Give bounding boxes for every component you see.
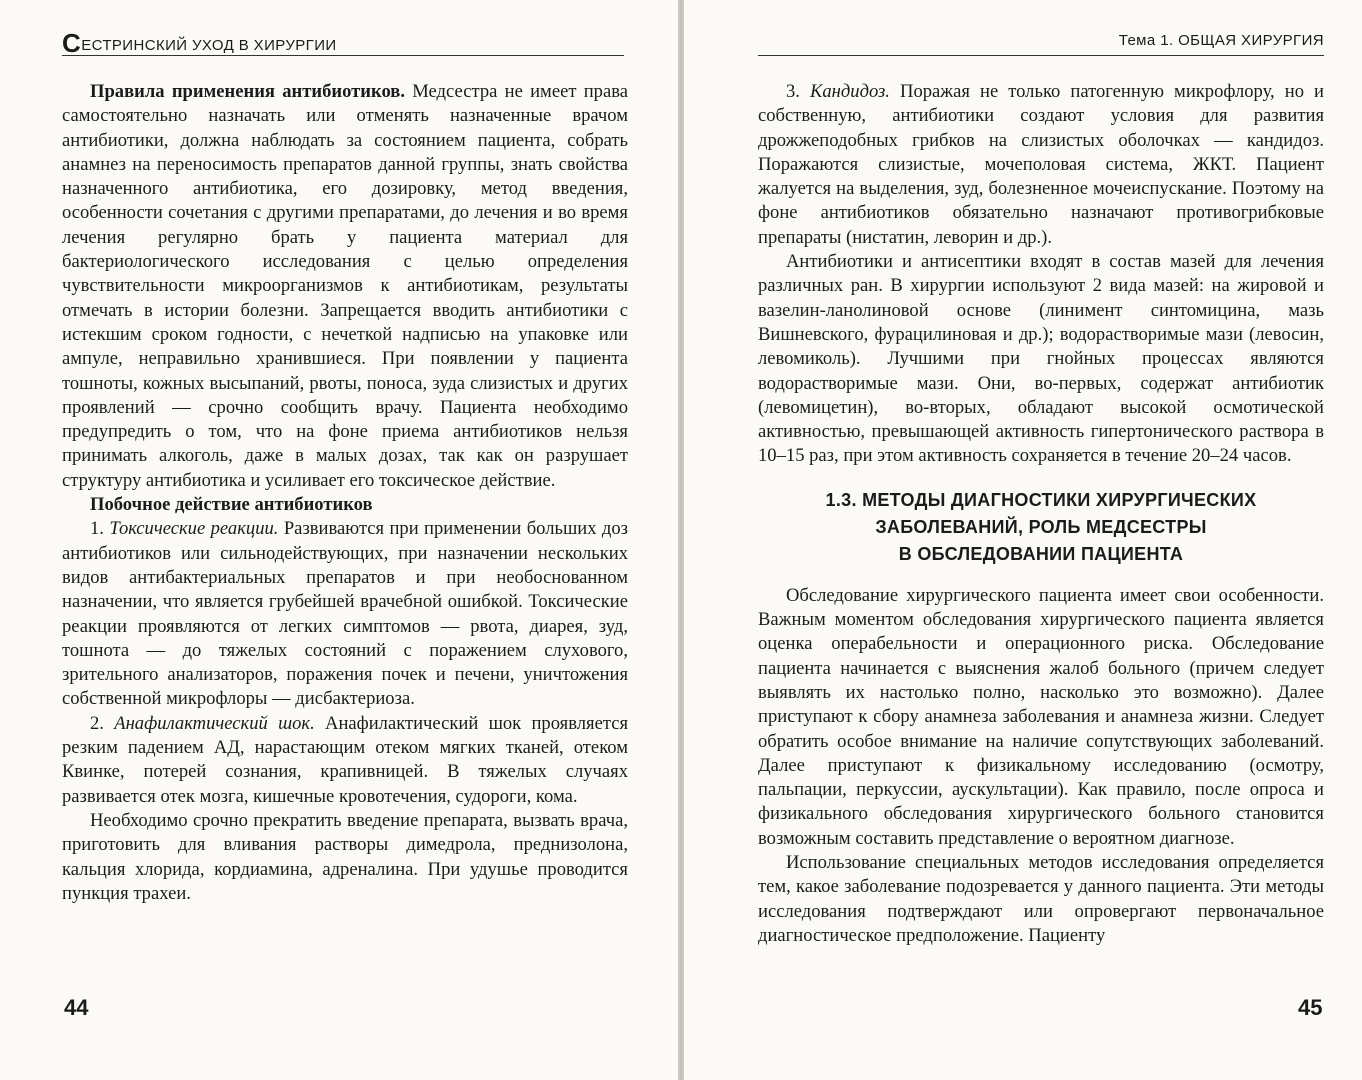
running-header-right xyxy=(758,28,1324,56)
item-number: 2. xyxy=(90,712,104,734)
ointments-paragraph: Антибиотики и антисептики входят в состав мазей для лечения различных ран. В хирургии используют 2 вида мазей: на жировой и вазелин-ланолиновой основе (линимент синтомицина, мазь Вишневского, фурацилиновая и др.); водорастворимые мази (левосин, левомиколь). Лучшими при гнойных процессах являются водорастворимые мази. Они, во-первых, содержат антибиотик (левомицетин), во-вторых, обладают высокой осмотической активностью, превышающей активность гипертонического раствора в 10–15 раз, при этом активность сохраняется в течение 20–24 часов. xyxy=(758,251,1324,467)
left-body-text xyxy=(62,80,628,906)
item-number: 3. xyxy=(786,81,800,102)
rules-paragraph xyxy=(62,80,628,493)
header-initial: С xyxy=(62,28,82,58)
section-heading-line: В ОБСЛЕДОВАНИИ ПАЦИЕНТА xyxy=(898,543,1184,564)
item-title: Анафилактический шок. xyxy=(114,712,315,734)
right-body-text xyxy=(758,80,1324,948)
left-page xyxy=(0,0,678,1080)
section-heading-line: 1.3. МЕТОДЫ ДИАГНОСТИКИ ХИРУРГИЧЕСКИХ xyxy=(825,489,1257,510)
header-topic: Тема 1. ОБЩАЯ ХИРУРГИЯ xyxy=(1118,32,1324,49)
section-heading xyxy=(758,487,1324,568)
item-title: Кандидоз. xyxy=(810,81,890,102)
item-title: Токсические реакции. xyxy=(109,518,279,540)
item-text: Анафилактический шок проявляется резким падением АД, нарастающим отеком мягких тканей, отеком Квинке, потерей сознания, крапивницей. В тяжелых случаях развивается отек мозга, кишечные кровотечения, судороги, кома. xyxy=(62,712,628,807)
right-page xyxy=(684,0,1362,1080)
exam-paragraph: Обследование хирургического пациента имеет свои особенности. Важным моментом обследования хирургического пациента является оценка операбельности и операционного риска. Обследование пациента начинается с выяснения жалоб больного (причем следует выявлять их настолько полно, насколько это возможно). Далее приступают к сбору анамнеза заболевания и анамнеза жизни. Следует обратить особое внимание на наличие сопутствующих заболеваний. Далее приступают к физикальному исследованию (осмотру, пальпации, перкуссии, аускультации). Как правило, после опроса и физикального обследования хирургического больного становится возможным составить представление о вероятном диагнозе. xyxy=(758,584,1324,849)
list-item-toxic xyxy=(62,517,628,711)
page-number-left: 44 xyxy=(64,995,89,1020)
rules-text: Медсестра не имеет права самостоятельно назначать или отменять назначенные врачом антибиотики, должна наблюдать за состоянием пациента, собрать анамнез на переносимость препаратов данной группы, знать свойства назначенного антибиотика, его дозировку, метод введения, особенности сочетания с другими препаратами, до лечения и во время лечения регулярно брать у пациента материал для бактериологического исследования с целью определения чувствительности микроорганизмов к антибиотикам, результаты отмечать в истории болезни. Запрещается вводить антибиотики с истекшим сроком годности, с нечеткой надписью на упаковке или ампуле, неправильно хранившиеся. При появлении у пациента тошноты, кожных высыпаний, рвоты, поноса, зуда слизистых и других проявлений — срочно сообщить врачу. Пациента необходимо предупредить о том, что на фоне приема антибиотиков нельзя принимать алкоголь, даже в малых дозах, так как он разрушает структуру антибиотика и усиливает его токсическое действие. xyxy=(62,81,628,491)
section-heading-line: ЗАБОЛЕВАНИЙ, РОЛЬ МЕДСЕСТРЫ xyxy=(875,516,1207,537)
list-item-candidiasis xyxy=(758,80,1324,250)
page-number-right: 45 xyxy=(1298,995,1323,1020)
emergency-paragraph: Необходимо срочно прекратить введение препарата, вызвать врача, приготовить для вливания растворы димедрола, преднизолона, кальция хлорида, кордиамина, адреналина. При удушье проводится пункция трахеи. xyxy=(62,809,628,904)
rules-title: Правила применения антибиотиков. xyxy=(90,81,405,102)
list-item-anaphylaxis xyxy=(62,712,628,809)
side-effects-heading: Побочное действие антибиотиков xyxy=(90,494,373,516)
item-text: Поражая не только патогенную микрофлору, но и собственную, антибиотики создают условия для развития дрожжеподобных грибков на слизистых оболочках — кандидоз. Поражаются слизистые, мочеполовая система, ЖКТ. Пациент жалуется на выделения, зуд, болезненное мочеиспускание. Поэтому на фоне антибиотиков обязательно назначают противогрибковые препараты (нистатин, леворин и др.). xyxy=(758,81,1324,248)
methods-paragraph: Использование специальных методов исследования определяется тем, какое заболевание подозревается у данного пациента. Эти методы исследования подтверждают или опровергают первоначальное диагностическое предположение. Пациенту xyxy=(758,852,1324,946)
running-header-left xyxy=(62,28,624,56)
item-number: 1. xyxy=(90,518,104,540)
header-title: ЕСТРИНСКИЙ УХОД В ХИРУРГИИ xyxy=(81,37,337,54)
item-text: Развиваются при применении больших доз антибиотиков или сильнодействующих, при назначении нескольких видов антибактериальных препаратов и при необоснованном назначении, что является грубейшей врачебной ошибкой. Токсические реакции проявляются от легких симптомов — рвота, диарея, зуд, тошнота — до тяжелых состояний с поражением слухового, зрительного анализаторов, поражения почек и печени, уничтожения собственной микрофлоры — дисбактериоза. xyxy=(62,518,629,710)
